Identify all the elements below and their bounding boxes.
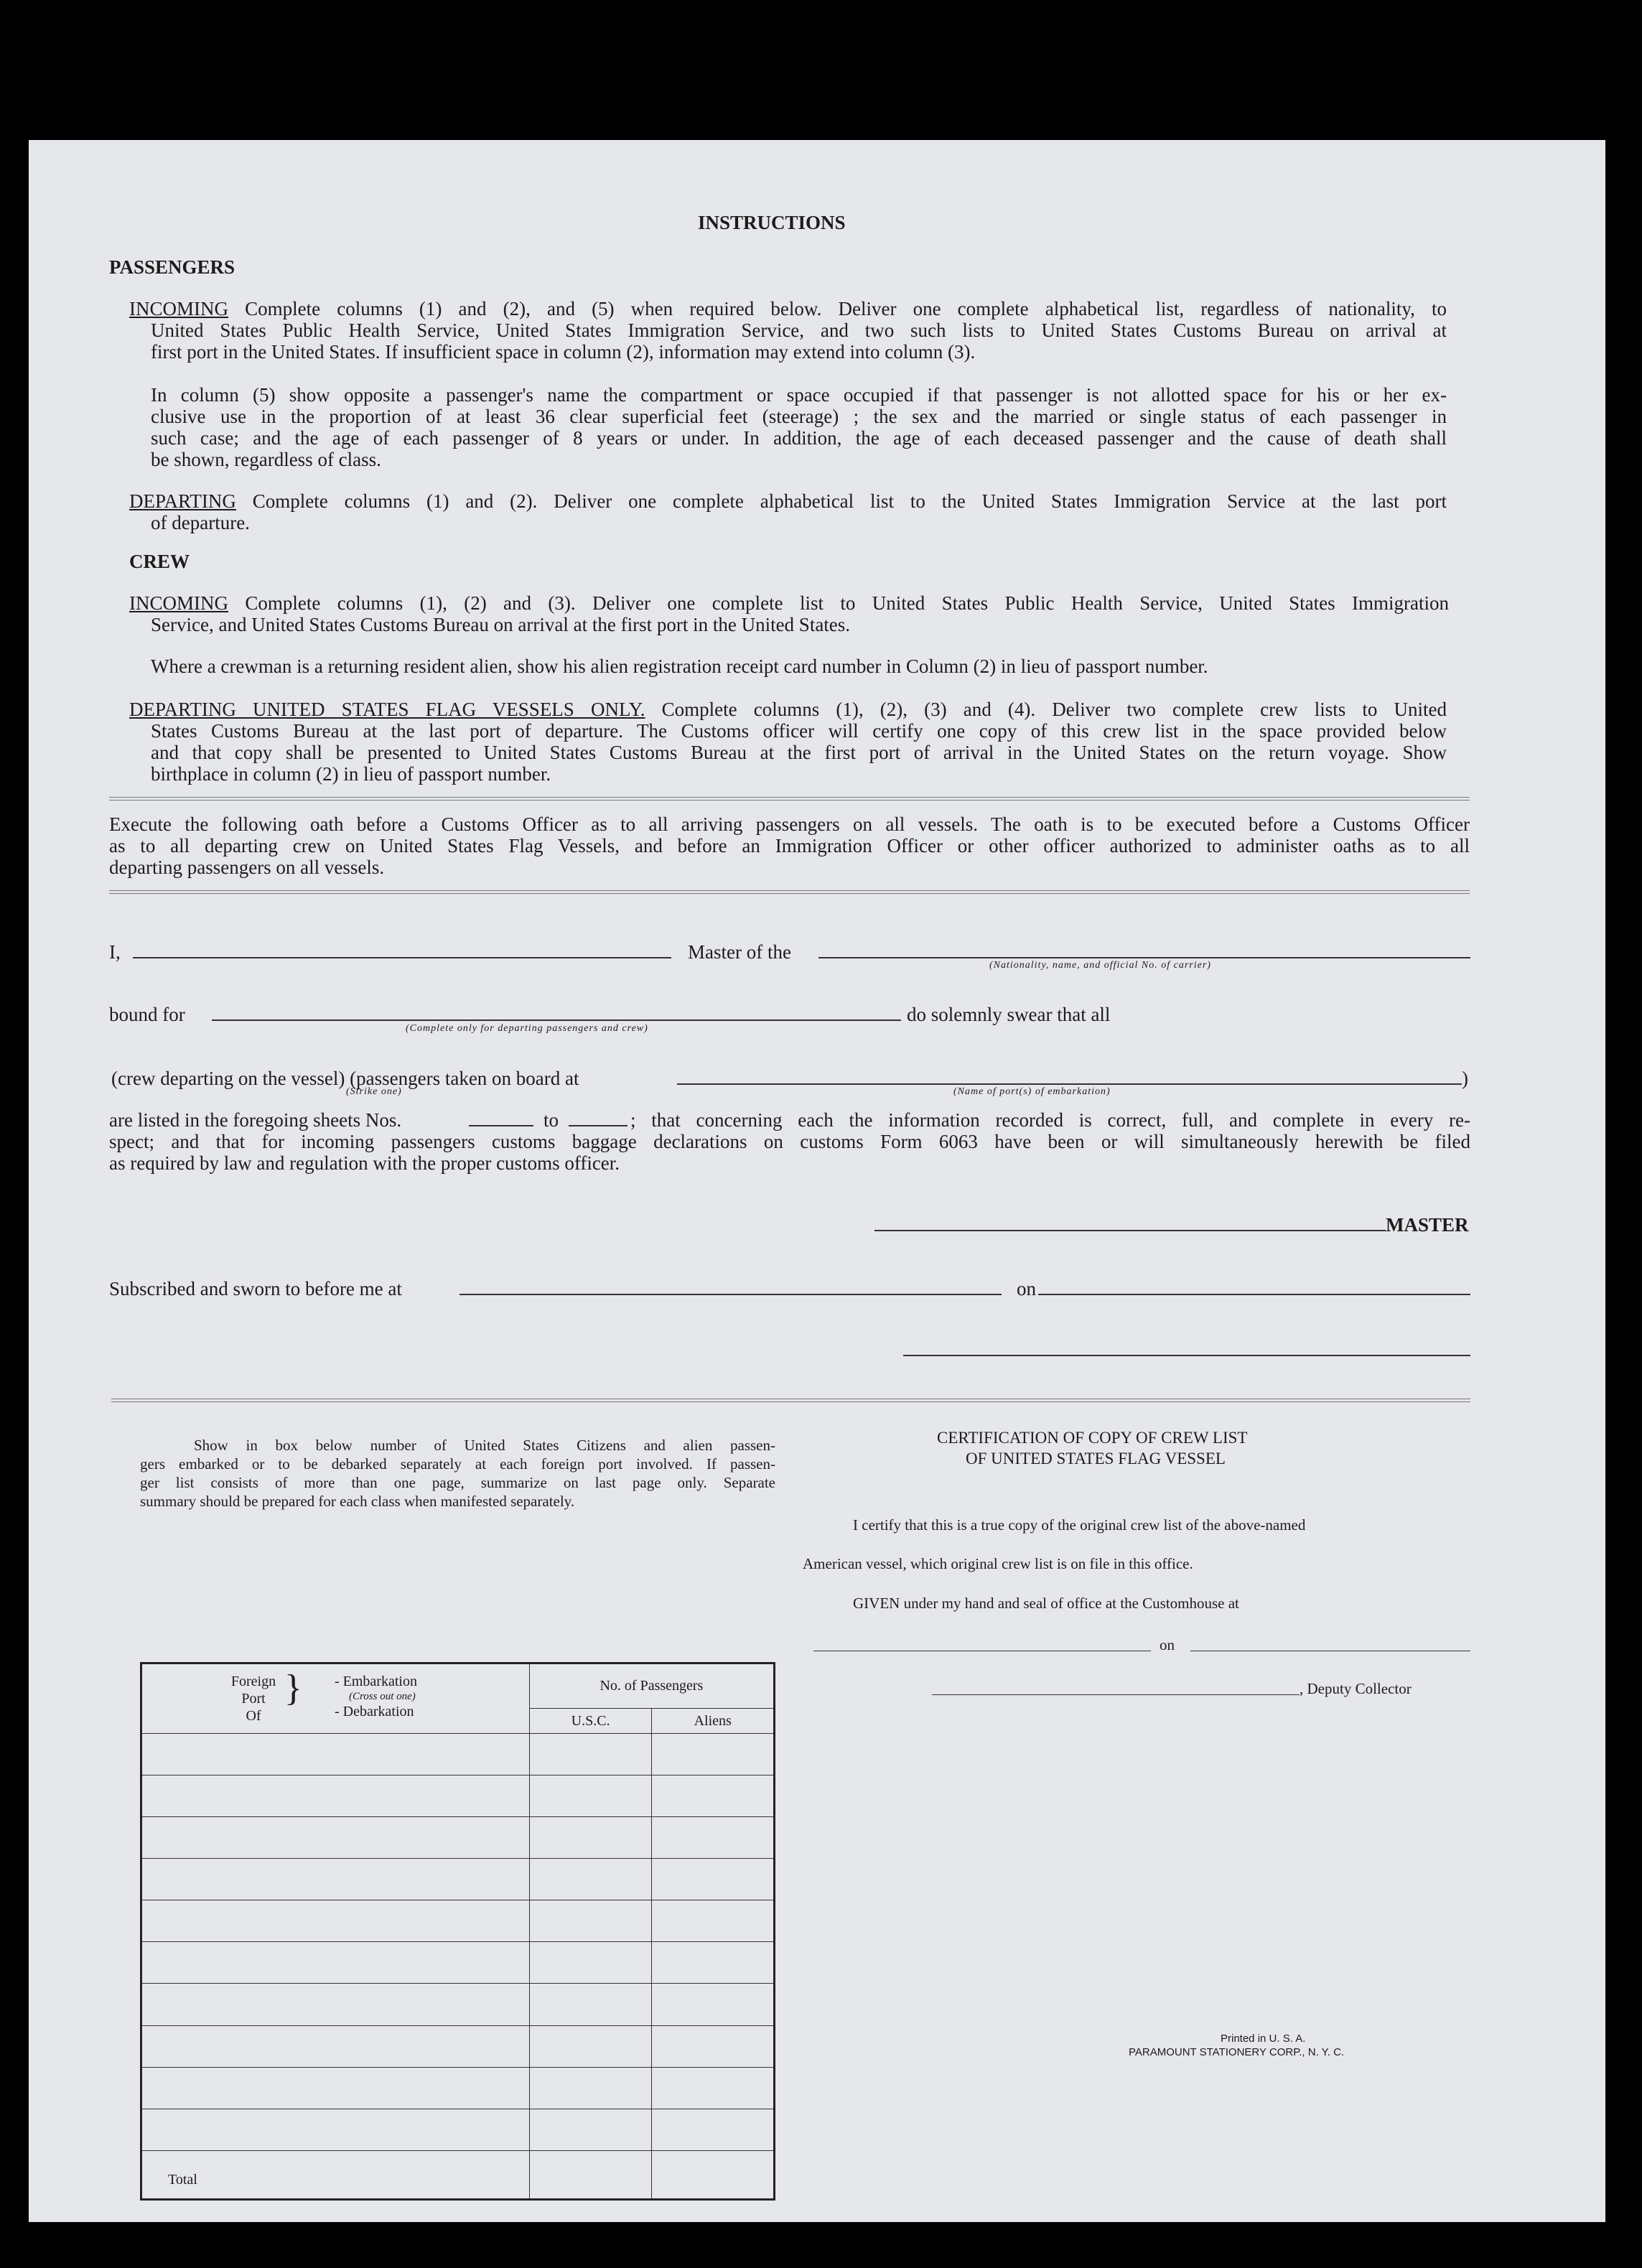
port-cell[interactable]: [141, 1817, 530, 1859]
port-hint: (Name of port(s) of embarkation): [953, 1086, 1111, 1097]
table-row: [141, 1942, 775, 1984]
port-cell[interactable]: [141, 1984, 530, 2025]
aliens-cell[interactable]: [652, 2109, 775, 2150]
aliens-cell[interactable]: [652, 1984, 775, 2025]
bound-for-field[interactable]: [212, 1019, 901, 1021]
embarkation-port-field[interactable]: [677, 1083, 1462, 1085]
form-sheet: [29, 140, 1605, 2222]
table-row: [141, 1775, 775, 1817]
certification-on-label: on: [1160, 1636, 1175, 1653]
master-signature-label: MASTER: [1386, 1214, 1469, 1236]
printer-line-2: PARAMOUNT STATIONERY CORP., N. Y. C.: [1129, 2046, 1345, 2058]
aliens-cell[interactable]: [652, 1734, 775, 1775]
foreign-port-header: [141, 1663, 530, 1734]
passengers-departing-label: DEPARTING: [129, 490, 236, 512]
port-cell[interactable]: [141, 1942, 530, 1984]
usc-cell[interactable]: [529, 1984, 652, 2025]
master-signature-field[interactable]: [874, 1230, 1386, 1231]
no-of-passengers-header: No. of Passengers: [529, 1663, 774, 1709]
oath-i-label: I,: [109, 941, 121, 963]
passengers-incoming-text: Complete columns (1) and (2), and (5) when required below. Deliver one complete alphabetical list, regardless of nationality, to: [245, 298, 1447, 319]
deputy-collector-field[interactable]: [932, 1694, 1300, 1695]
crew-incoming-label: INCOMING: [129, 592, 228, 614]
summary-instr-2: gers embarked or to be debarked separately at each foreign port involved. If passen-: [140, 1455, 775, 1473]
summary-instr-3: ger list consists of more than one page, summarize on last page only. Separate: [140, 1474, 775, 1491]
certification-text-2: American vessel, which original crew list is on file in this office.: [803, 1555, 1193, 1572]
listed-label-a: are listed in the foregoing sheets Nos.: [109, 1109, 402, 1131]
deputy-collector-label: , Deputy Collector: [1300, 1680, 1412, 1697]
usc-cell[interactable]: [529, 2025, 652, 2067]
crew-departing-label: DEPARTING UNITED STATES FLAG VESSELS ONLY.: [129, 699, 645, 720]
port-cell[interactable]: [141, 1734, 530, 1775]
port-cell[interactable]: [141, 2067, 530, 2109]
column5-line-2: clusive use in the proportion of at least 36 clear superficial feet (steerage) ; the sex and the married or single status of each passenger in: [151, 406, 1447, 427]
port-label: Port: [241, 1691, 266, 1707]
table-row: [141, 1900, 775, 1942]
usc-cell[interactable]: [529, 1734, 652, 1775]
summary-instr-4: summary should be prepared for each class when manifested separately.: [140, 1493, 575, 1510]
crew-heading: CREW: [129, 551, 190, 572]
printer-line-1: Printed in U. S. A.: [1221, 2033, 1306, 2045]
strike-hint: (Strike one): [346, 1086, 402, 1097]
usc-cell[interactable]: [529, 1900, 652, 1942]
table-row: [141, 2025, 775, 2067]
of-label: Of: [246, 1708, 261, 1725]
divider-2: [109, 890, 1470, 894]
usc-total-cell[interactable]: [529, 2150, 652, 2199]
master-name-field[interactable]: [133, 957, 671, 958]
embarkation-label: - Embarkation: [335, 1674, 417, 1690]
column5-line-1: In column (5) show opposite a passenger's name the compartment or space occupied if that passenger is not allotted space for his or her ex-: [151, 384, 1447, 406]
certification-title-1: CERTIFICATION OF COPY OF CREW LIST: [937, 1429, 1248, 1447]
table-row: [141, 1817, 775, 1859]
foreign-label: Foreign: [230, 1674, 276, 1690]
crew-departing-line-2: States Customs Bureau at the last port of departure. The Customs officer will certify one copy of this crew list in the space provided below: [151, 720, 1447, 742]
aliens-total-cell[interactable]: [652, 2150, 775, 2199]
passengers-incoming-line-2: United States Public Health Service, United States Immigration Service, and two such lists to United States Customs Bureau on arrival at: [151, 319, 1447, 341]
usc-cell[interactable]: [529, 2109, 652, 2150]
sheet-from-field[interactable]: [469, 1125, 533, 1126]
bound-for-label: bound for: [109, 1004, 185, 1025]
port-cell[interactable]: [141, 1900, 530, 1942]
listed-label-b: ; that concerning each the information recorded is correct, full, and complete in every re-: [630, 1109, 1470, 1131]
table-row: [141, 2109, 775, 2150]
oath-intro-line-1: Execute the following oath before a Customs Officer as to all arriving passengers on all vessels. The oath is to be executed before a Customs Officer: [109, 813, 1470, 835]
sworn-place-field[interactable]: [460, 1294, 1002, 1295]
listed-line-3: as required by law and regulation with the proper customs officer.: [109, 1152, 620, 1174]
instructions-title: INSTRUCTIONS: [698, 212, 846, 233]
passengers-departing-line-2: of departure.: [151, 512, 250, 533]
master-of-the-label: Master of the: [688, 941, 791, 963]
crew-departing-line-4: birthplace in column (2) in lieu of passport number.: [151, 763, 551, 785]
bound-for-hint: (Complete only for departing passengers and crew): [406, 1023, 648, 1034]
passenger-summary-table: [140, 1662, 775, 2201]
certification-text-1: I certify that this is a true copy of the original crew list of the above-named: [853, 1516, 1306, 1534]
port-cell[interactable]: [141, 1859, 530, 1900]
listed-line-2: spect; and that for incoming passengers customs baggage declarations on customs Form 6063 have been or will simultaneously herewith be filed: [109, 1131, 1470, 1152]
subscribed-label: Subscribed and sworn to before me at: [109, 1278, 402, 1299]
crew-departing-paragraph: [129, 699, 1447, 720]
divider-1: [109, 797, 1470, 801]
passengers-incoming-line-3: first port in the United States. If insufficient space in column (2), information may extend into column (3).: [151, 341, 976, 363]
usc-header: U.S.C.: [529, 1709, 652, 1734]
carrier-hint: (Nationality, name, and official No. of carrier): [989, 960, 1211, 971]
port-cell[interactable]: [141, 2025, 530, 2067]
passengers-departing-paragraph: [129, 490, 1447, 512]
certification-title-2: OF UNITED STATES FLAG VESSEL: [966, 1450, 1226, 1467]
summary-instr-1: Show in box below number of United States Citizens and alien passen-: [194, 1437, 775, 1454]
close-paren: ): [1462, 1068, 1468, 1089]
officer-signature-field[interactable]: [903, 1355, 1470, 1356]
total-label: Total: [141, 2150, 530, 2199]
table-row: [141, 2067, 775, 2109]
table-row: [141, 1734, 775, 1775]
aliens-cell[interactable]: [652, 2025, 775, 2067]
column5-line-4: be shown, regardless of class.: [151, 449, 381, 470]
crew-departing-text: Complete columns (1), (2), (3) and (4). Deliver two complete crew lists to United: [661, 699, 1447, 720]
usc-cell[interactable]: [529, 1942, 652, 1984]
certification-title: [937, 1427, 1247, 1469]
oath-intro-line-3: departing passengers on all vessels.: [109, 857, 385, 878]
divider-3: [111, 1399, 1470, 1402]
aliens-header: Aliens: [652, 1709, 775, 1734]
debarkation-label: - Debarkation: [335, 1704, 414, 1720]
crew-incoming-paragraph: [129, 592, 1449, 614]
total-row: [141, 2150, 775, 2199]
usc-cell[interactable]: [529, 1817, 652, 1859]
crew-incoming-line-2: Service, and United States Customs Bureau on arrival at the first port in the United States.: [151, 614, 851, 635]
listed-to-label: to: [544, 1109, 559, 1131]
brace-icon: }: [284, 1668, 302, 1709]
passengers-incoming-label: INCOMING: [129, 298, 228, 319]
passengers-incoming-paragraph: [129, 298, 1447, 319]
aliens-cell[interactable]: [652, 1900, 775, 1942]
certification-given: GIVEN under my hand and seal of office at the Customhouse at: [853, 1595, 1239, 1612]
sworn-date-field[interactable]: [1038, 1294, 1470, 1295]
usc-cell[interactable]: [529, 1775, 652, 1817]
oath-intro-line-2: as to all departing crew on United States Flag Vessels, and before an Immigration Officer or other officer authorized to administer oaths as to all: [109, 835, 1470, 857]
passengers-departing-text: Complete columns (1) and (2). Deliver one complete alphabetical list to the United States Immigration Service at the last port: [252, 490, 1447, 512]
swear-label: do solemnly swear that all: [907, 1004, 1111, 1025]
crew-passengers-label: (crew departing on the vessel) (passengers taken on board at: [111, 1068, 579, 1089]
passengers-heading: PASSENGERS: [109, 256, 235, 278]
aliens-cell[interactable]: [652, 2067, 775, 2109]
usc-cell[interactable]: [529, 1859, 652, 1900]
summary-instructions: [140, 1436, 775, 1511]
crew-departing-line-3: and that copy shall be presented to United States Customs Bureau at the first port of arrival in the United States on the return voyage. Show: [151, 742, 1447, 763]
aliens-cell[interactable]: [652, 1817, 775, 1859]
aliens-cell[interactable]: [652, 1859, 775, 1900]
column5-line-3: such case; and the age of each passenger of 8 years or under. In addition, the age of each deceased passenger and the cause of death shall: [151, 427, 1447, 449]
carrier-field[interactable]: [818, 957, 1470, 958]
port-cell[interactable]: [141, 2109, 530, 2150]
table-row: [141, 1859, 775, 1900]
aliens-cell[interactable]: [652, 1775, 775, 1817]
crew-incoming-text: Complete columns (1), (2) and (3). Deliver one complete list to United States Public Health Service, United States Immigration: [245, 592, 1450, 614]
crewman-note: Where a crewman is a returning resident alien, show his alien registration receipt card number in Column (2) in lieu of passport number.: [151, 655, 1208, 677]
sheet-to-field[interactable]: [569, 1125, 628, 1126]
usc-cell[interactable]: [529, 2067, 652, 2109]
sworn-on-label: on: [1017, 1278, 1036, 1299]
aliens-cell[interactable]: [652, 1942, 775, 1984]
table-row: [141, 1984, 775, 2025]
cross-out-label: (Cross out one): [349, 1691, 416, 1703]
port-cell[interactable]: [141, 1775, 530, 1817]
